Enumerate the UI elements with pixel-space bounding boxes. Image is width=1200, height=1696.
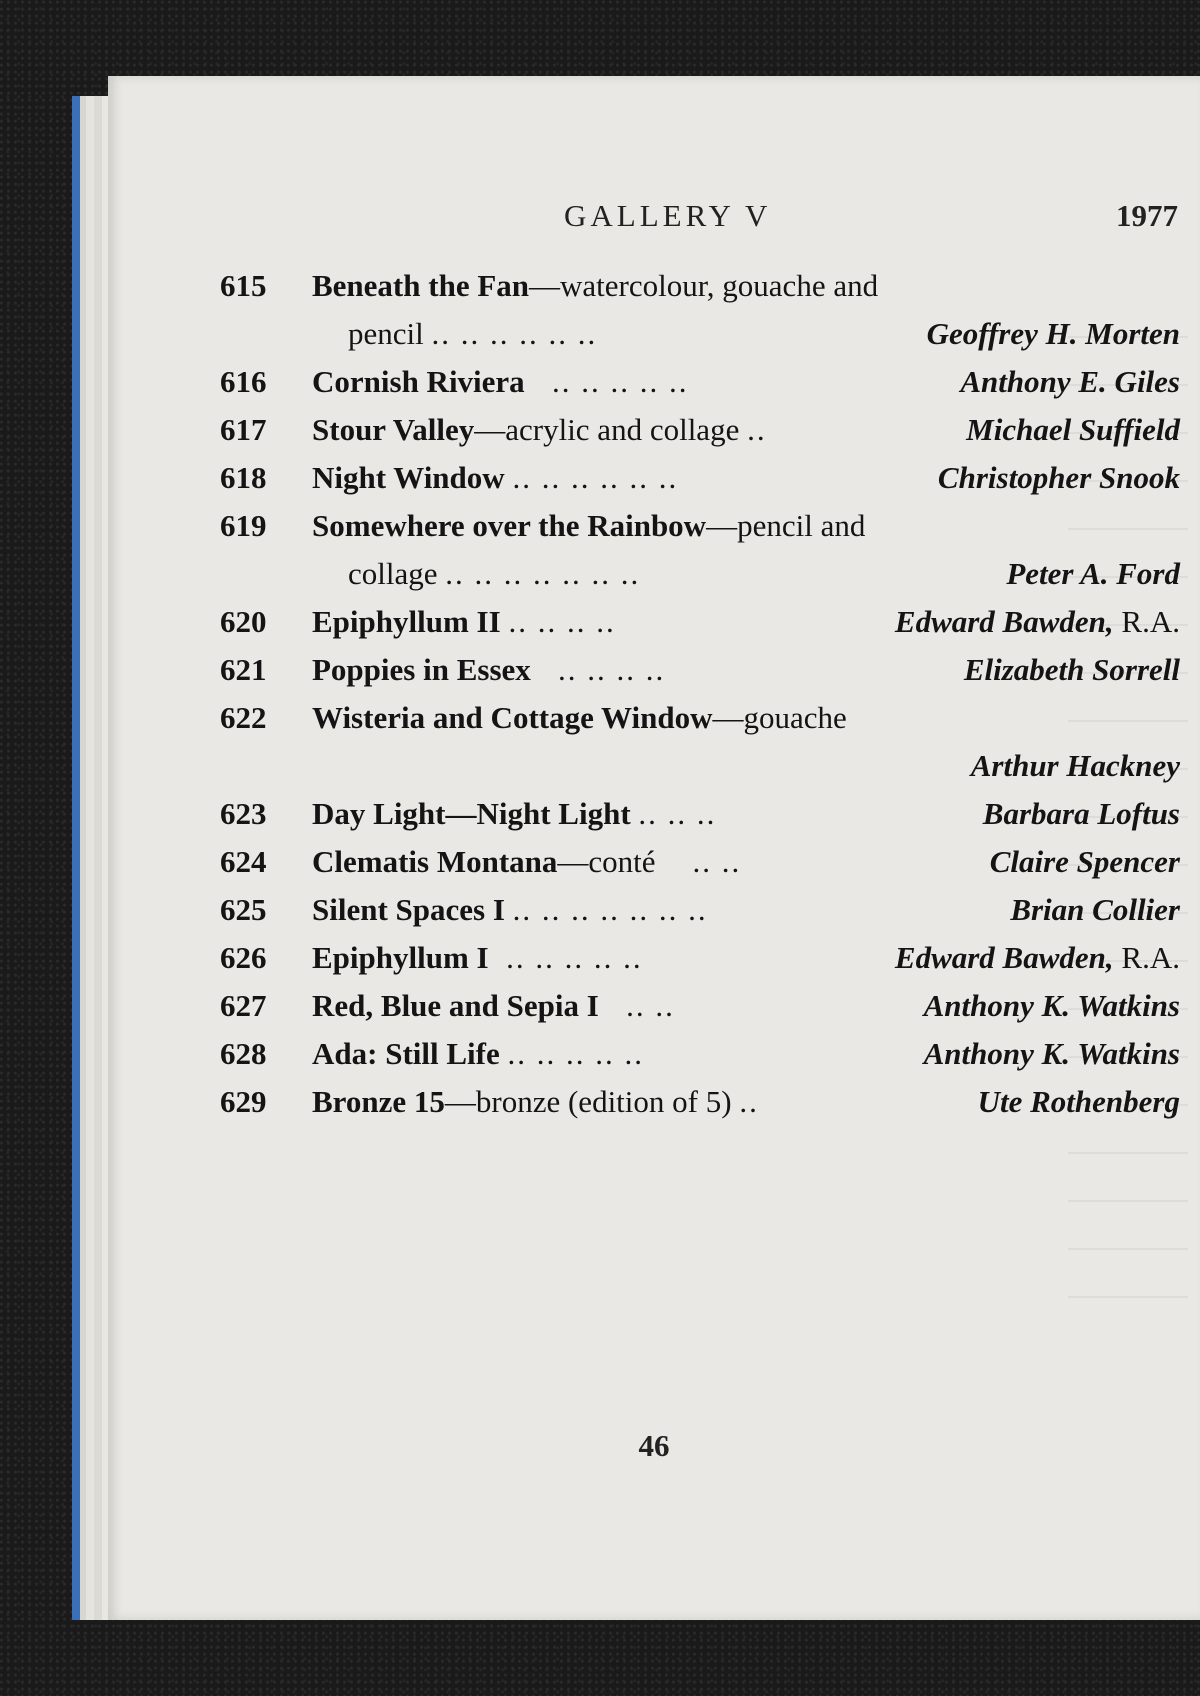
entry-title: Night Window bbox=[312, 460, 505, 495]
entry-number: 624 bbox=[220, 844, 267, 879]
entry-medium: —bronze (edition of 5) bbox=[444, 1084, 732, 1119]
entry-title: Clematis Montana bbox=[312, 844, 558, 879]
entry-medium: —acrylic and collage bbox=[474, 412, 740, 447]
entry-title: Stour Valley bbox=[312, 412, 475, 447]
entry-number: 626 bbox=[220, 940, 267, 975]
entry-artist: Anthony E. Giles bbox=[960, 364, 1180, 399]
gallery-title: GALLERY V bbox=[564, 198, 772, 233]
entry-number: 627 bbox=[220, 988, 267, 1023]
entry-artist: Arthur Hackney bbox=[970, 748, 1180, 783]
entry-artist: Ute Rothenberg bbox=[977, 1084, 1180, 1119]
entry-title: Somewhere over the Rainbow bbox=[312, 508, 707, 543]
entry-artist: Christopher Snook bbox=[937, 460, 1180, 495]
page-number: 46 bbox=[638, 1428, 670, 1463]
entry-622 bbox=[108, 694, 1200, 742]
entry-medium: —gouache bbox=[712, 700, 847, 735]
entry-title: Red, Blue and Sepia I bbox=[312, 988, 599, 1023]
entry-615 bbox=[108, 262, 1200, 310]
entry-artist: Elizabeth Sorrell bbox=[963, 652, 1180, 687]
entry-number: 628 bbox=[220, 1036, 267, 1071]
entry-615-cont: pencil .. .. .. .. .. .. Geoffrey H. Morten bbox=[108, 310, 1200, 358]
entry-629: 629 Bronze 15—bronze (edition of 5) .. Ute Rothenberg bbox=[108, 1078, 1200, 1126]
entry-artist: Anthony K. Watkins bbox=[923, 1036, 1180, 1071]
entry-title: Epiphyllum II bbox=[312, 604, 501, 639]
entry-title: Beneath the Fan bbox=[312, 268, 529, 303]
entry-621: 621 Poppies in Essex .. .. .. .. Elizabeth Sorrell bbox=[108, 646, 1200, 694]
page-edge bbox=[72, 96, 112, 1620]
entry-number: 619 bbox=[220, 508, 267, 543]
entry-artist: Michael Suffield bbox=[966, 412, 1180, 447]
entry-artist: Edward Bawden, bbox=[894, 604, 1114, 639]
entry-number: 622 bbox=[220, 700, 267, 735]
entry-623: 623 Day Light—Night Light .. .. .. Barbara Loftus bbox=[108, 790, 1200, 838]
entry-626: 626 Epiphyllum I .. .. .. .. .. Edward Bawden, R.A. bbox=[108, 934, 1200, 982]
entry-medium-cont: pencil bbox=[348, 316, 424, 351]
entry-number: 625 bbox=[220, 892, 267, 927]
entry-619-cont: collage .. .. .. .. .. .. .. Peter A. Ford bbox=[108, 550, 1200, 598]
entry-title: Poppies in Essex bbox=[312, 652, 531, 687]
entry-618: 618 Night Window .. .. .. .. .. .. Christopher Snook bbox=[108, 454, 1200, 502]
entry-number: 616 bbox=[220, 364, 267, 399]
entry-619 bbox=[108, 502, 1200, 550]
entry-artist: Brian Collier bbox=[1010, 892, 1180, 927]
entry-number: 621 bbox=[220, 652, 267, 687]
entry-622-cont bbox=[108, 742, 1200, 790]
entry-medium: —conté bbox=[557, 844, 656, 879]
entry-medium: —watercolour, gouache and bbox=[529, 268, 879, 303]
entry-616: 616 Cornish Riviera .. .. .. .. .. Anthony E. Giles bbox=[108, 358, 1200, 406]
entry-artist: Anthony K. Watkins bbox=[923, 988, 1180, 1023]
entry-title: Ada: Still Life bbox=[312, 1036, 500, 1071]
catalogue-page bbox=[108, 76, 1200, 1620]
entry-624: 624 Clematis Montana—conté .. .. Claire Spencer bbox=[108, 838, 1200, 886]
entry-title: Cornish Riviera bbox=[312, 364, 525, 399]
entry-title: Silent Spaces I bbox=[312, 892, 505, 927]
entry-artist: Geoffrey H. Morten bbox=[926, 316, 1180, 351]
entry-625: 625 Silent Spaces I .. .. .. .. .. .. .. Brian Collier bbox=[108, 886, 1200, 934]
entry-617: 617 Stour Valley—acrylic and collage .. Michael Suffield bbox=[108, 406, 1200, 454]
entry-artist: Claire Spencer bbox=[989, 844, 1180, 879]
entry-artist: Peter A. Ford bbox=[1006, 556, 1180, 591]
entry-artist-honour: R.A. bbox=[1121, 940, 1180, 975]
entry-title: Day Light—Night Light bbox=[312, 796, 631, 831]
entry-medium-cont: collage bbox=[348, 556, 438, 591]
year: 1977 bbox=[1116, 198, 1178, 233]
entry-627: 627 Red, Blue and Sepia I .. .. Anthony K. Watkins bbox=[108, 982, 1200, 1030]
entry-artist: Edward Bawden, bbox=[894, 940, 1114, 975]
entry-title: Bronze 15 bbox=[312, 1084, 445, 1119]
entry-number: 620 bbox=[220, 604, 267, 639]
entry-628: 628 Ada: Still Life .. .. .. .. .. Anthony K. Watkins bbox=[108, 1030, 1200, 1078]
entry-620: 620 Epiphyllum II .. .. .. .. Edward Bawden, R.A. bbox=[108, 598, 1200, 646]
entry-number: 615 bbox=[220, 268, 267, 303]
entry-number: 629 bbox=[220, 1084, 267, 1119]
entry-number: 617 bbox=[220, 412, 267, 447]
entry-title: Wisteria and Cottage Window bbox=[312, 700, 713, 735]
running-head bbox=[108, 198, 1200, 238]
entry-title: Epiphyllum I bbox=[312, 940, 489, 975]
entry-artist-honour: R.A. bbox=[1121, 604, 1180, 639]
entry-number: 618 bbox=[220, 460, 267, 495]
entry-artist: Barbara Loftus bbox=[982, 796, 1180, 831]
entry-medium: —pencil and bbox=[706, 508, 866, 543]
entry-list bbox=[108, 262, 1200, 1126]
entry-number: 623 bbox=[220, 796, 267, 831]
